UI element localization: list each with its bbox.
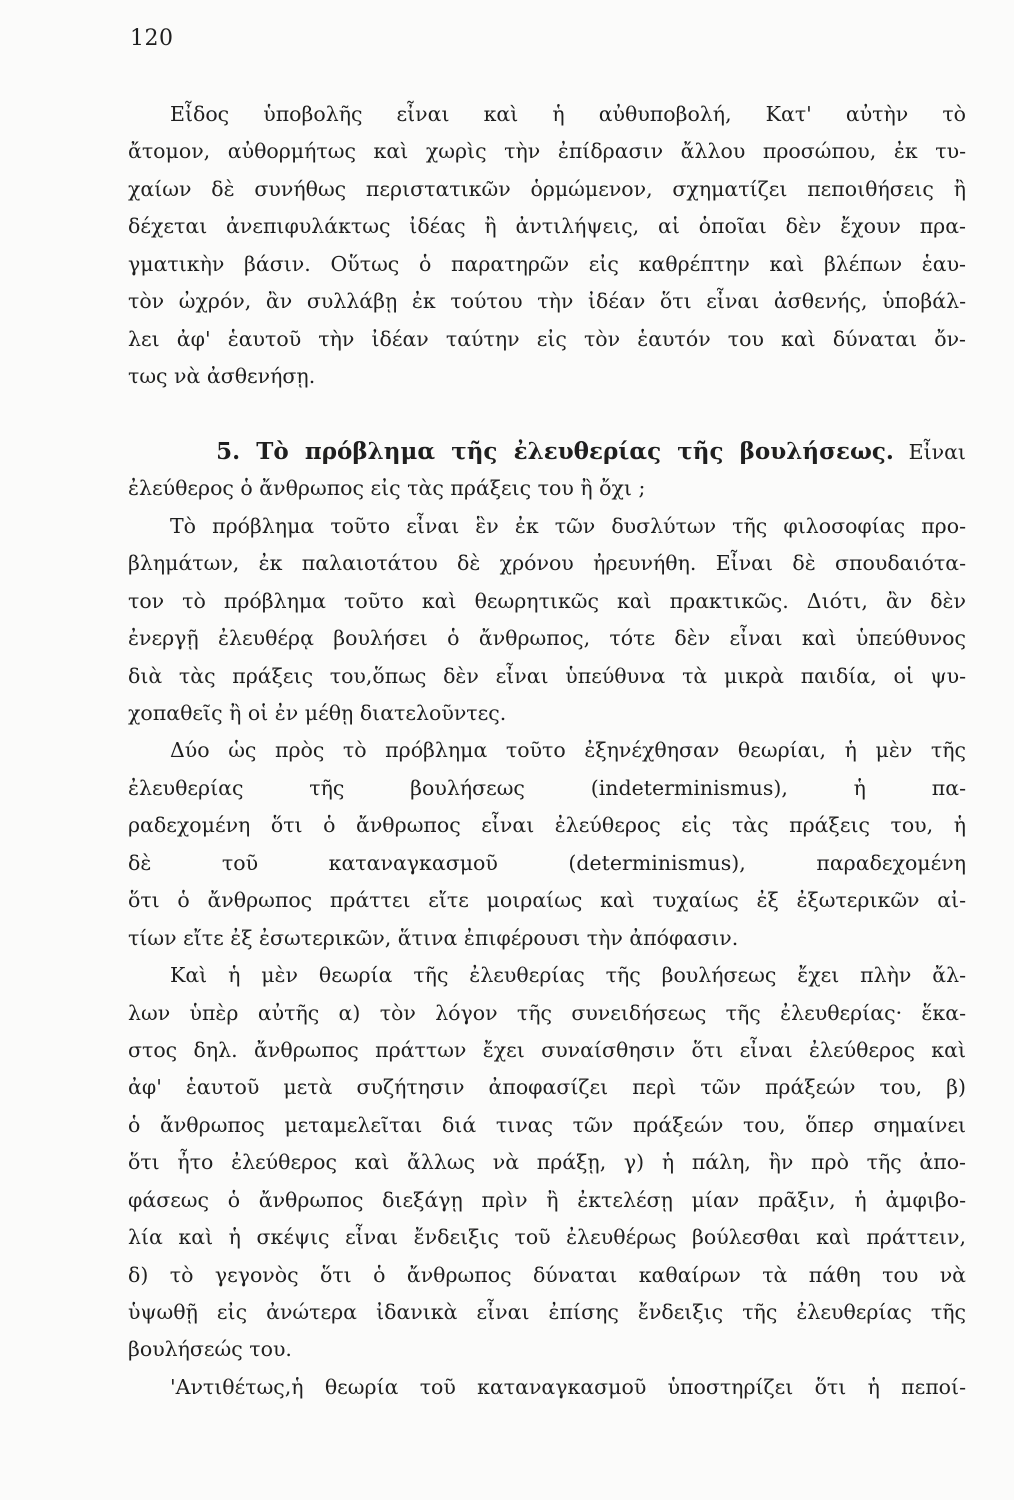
text-line: ὑψωθῇ εἰς ἀνώτερα ἰδανικὰ εἶναι ἐπίσης ἔνδειξις τῆς ἐλευθερίας τῆς	[128, 1300, 966, 1324]
text-line: Δύο ὡς πρὸς τὸ πρόβλημα τοῦτο ἐξηνέχθησαν θεωρίαι, ἡ μὲν τῆς	[170, 738, 966, 763]
text-line: βουλήσεώς του.	[128, 1337, 292, 1362]
text-line: ἐνεργῇ ἐλευθέρᾳ βουλήσει ὁ ἄνθρωπος, τότε δὲν εἶναι καὶ ὑπεύθυνος	[128, 626, 966, 651]
text-line: Εἶδος ὑποβολῆς εἶναι καὶ ἡ αὐθυποβολή, Κατ' αὐτὴν τὸ	[170, 102, 966, 126]
text-line: στος δηλ. ἄνθρωπος πράττων ἔχει συναίσθησιν ὅτι εἶναι ἐλεύθερος καὶ	[128, 1037, 966, 1062]
text-line: ὅτι ὁ ἄνθρωπος πράττει εἴτε μοιραίως καὶ τυχαίως ἐξ ἐξωτερικῶν αἰ-	[128, 888, 966, 913]
text-line: χοπαθεῖς ἢ οἱ ἐν μέθῃ διατελοῦντες.	[128, 701, 507, 725]
body-text	[128, 96, 966, 1406]
text-line: γματικὴν βάσιν. Οὕτως ὁ παρατηρῶν εἰς καθρέπτην καὶ βλέπων ἑαυ-	[128, 251, 966, 276]
text-line: δ) τὸ γεγονὸς ὅτι ὁ ἄνθρωπος δύναται καθαίρων τὰ πάθη του νὰ	[128, 1262, 966, 1287]
text-line: φάσεως ὁ ἄνθρωπος διεξάγῃ πρὶν ἢ ἐκτελέσῃ μίαν πρᾶξιν, ἡ ἀμφιβο-	[128, 1187, 966, 1212]
text-line: ὁ ἄνθρωπος μεταμελεῖται διά τινας τῶν πράξεών του, ὅπερ σημαίνει	[128, 1112, 966, 1137]
text-line: βλημάτων, ἐκ παλαιοτάτου δὲ χρόνου ἠρευνήθη. Εἶναι δὲ σπουδαιότα-	[128, 551, 966, 576]
text-line: τον τὸ πρόβλημα τοῦτο καὶ θεωρητικῶς καὶ πρακτικῶς. Διότι, ἂν δὲν	[128, 588, 966, 613]
text-line: τίων εἴτε ἐξ ἐσωτερικῶν, ἅτινα ἐπιφέρουσι τὴν ἀπόφασιν.	[128, 925, 739, 950]
section-heading: 5. Τὸ πρόβλημα τῆς ἐλευθερίας τῆς βουλήσεως.	[216, 437, 894, 465]
text-line: τως νὰ ἀσθενήσῃ.	[128, 364, 316, 389]
text-line: δέχεται ἀνεπιφυλάκτως ἰδέας ἢ ἀντιλήψεις, αἱ ὁποῖαι δὲν ἔχουν πρα-	[128, 214, 966, 239]
text-line: λων ὑπὲρ αὐτῆς α) τὸν λόγον τῆς συνειδήσεως τῆς ἐλευθερίας· ἕκα-	[128, 1000, 966, 1025]
text-line: Τὸ πρόβλημα τοῦτο εἶναι ἓν ἐκ τῶν δυσλύτων τῆς φιλοσοφίας προ-	[170, 513, 966, 538]
text-line: διὰ τὰς πράξεις του,ὅπως δὲν εἶναι ὑπεύθυνα τὰ μικρὰ παιδία, οἱ ψυ-	[128, 663, 966, 688]
text-line: ἐλευθερίας τῆς βουλήσεως (indeterminismus), ἡ πα-	[128, 775, 966, 800]
text-line: 'Αντιθέτως,ἡ θεωρία τοῦ καταναγκασμοῦ ὑποστηρίζει ὅτι ἡ πεποί-	[170, 1374, 966, 1399]
section-heading-line	[128, 433, 966, 470]
text-line: ραδεχομένη ὅτι ὁ ἄνθρωπος εἶναι ἐλεύθερος εἰς τὰς πράξεις του, ἡ	[128, 813, 966, 838]
text-line: ἄτομον, αὐθορμήτως καὶ χωρὶς τὴν ἐπίδρασιν ἄλλου προσώπου, ἐκ τυ-	[128, 139, 966, 164]
text-line: λει ἀφ' ἑαυτοῦ τὴν ἰδέαν ταύτην εἰς τὸν ἑαυτόν του καὶ δύναται ὄν-	[128, 326, 966, 351]
text-line: ἀφ' ἑαυτοῦ μετὰ συζήτησιν ἀποφασίζει περὶ τῶν πράξεών του, β)	[128, 1075, 966, 1100]
text-line: ὅτι ἦτο ἐλεύθερος καὶ ἄλλως νὰ πράξῃ, γ) ἡ πάλη, ἣν πρὸ τῆς ἀπο-	[128, 1150, 966, 1175]
text-line: ἐλεύθερος ὁ ἄνθρωπος εἰς τὰς πράξεις του ἢ ὄχι ;	[128, 476, 646, 501]
text-line: χαίων δὲ συνήθως περιστατικῶν ὁρμώμενον, σχηματίζει πεποιθήσεις ἢ	[128, 176, 966, 201]
page-number: 120	[130, 26, 174, 51]
text-line: Καὶ ἡ μὲν θεωρία τῆς ἐλευθερίας τῆς βουλήσεως ἔχει πλὴν ἄλ-	[170, 963, 966, 988]
text-line: λία καὶ ἡ σκέψις εἶναι ἔνδειξις τοῦ ἐλευθέρως βούλεσθαι καὶ πράττειν,	[128, 1225, 966, 1250]
heading-continuation: Εἶναι	[893, 439, 966, 464]
text-line: τὸν ὠχρόν, ἂν συλλάβῃ ἐκ τούτου τὴν ἰδέαν ὅτι εἶναι ἀσθενής, ὑποβάλ-	[128, 289, 966, 314]
blank-line	[128, 396, 966, 433]
text-line: δὲ τοῦ καταναγκασμοῦ (determinismus), παραδεχομένη	[128, 850, 966, 875]
